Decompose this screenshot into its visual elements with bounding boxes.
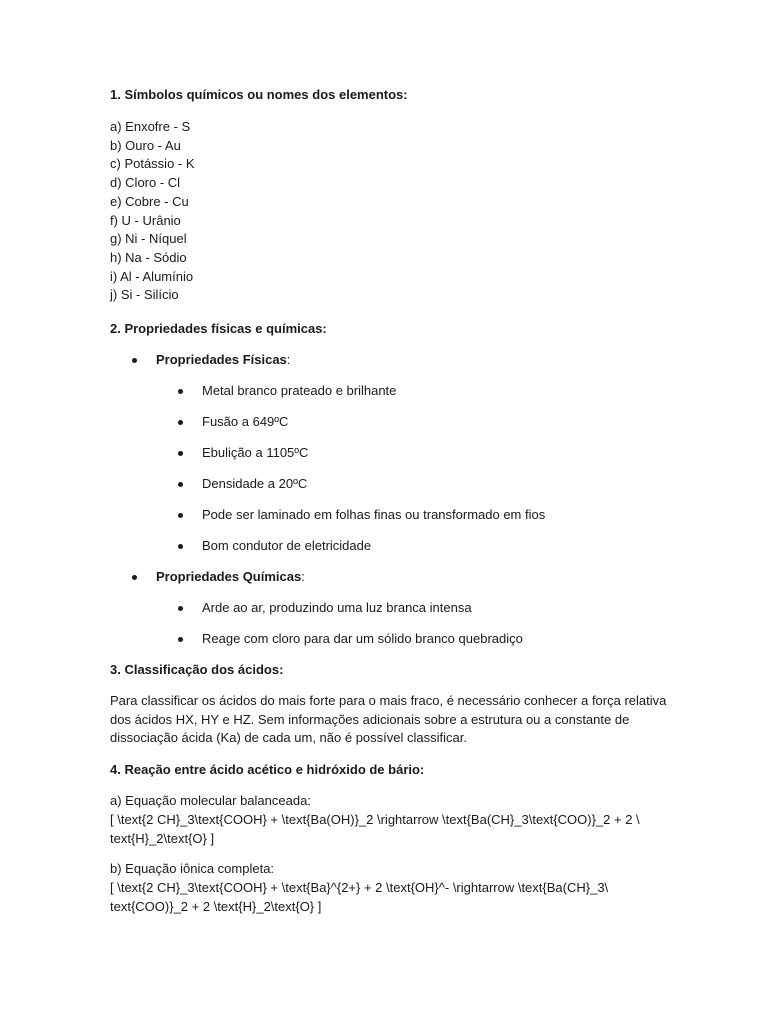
list-item: h) Na - Sódio [110,249,187,265]
list-item-text: Reage com cloro para dar um sólido branco quebradiço [202,631,523,647]
chemical-properties-list [156,600,678,647]
list-item: e) Cobre - Cu [110,193,189,209]
bullet-icon [178,420,183,425]
physical-properties [110,352,678,554]
list-item: d) Cloro - Cl [110,175,181,191]
list-item: a) Enxofre - S [110,119,191,134]
list-item [156,538,678,554]
list-item [156,507,678,523]
paragraph-line: dissociação ácida (Ka) de cada um, não é possível classificar. [110,730,467,746]
list-item [156,476,678,492]
bullet-icon [178,637,183,642]
label-colon: : [286,352,291,368]
equation-line: [ \text{2 CH}_3\text{COOH} + \text{Ba(OH)}_2 \rightarrow \text{Ba(CH}_3\text{COO)}_2 + 2 \ [110,811,640,827]
paragraph-line: dos ácidos HX, HY e HZ. Sem informações adicionais sobre a estrutura ou a constante de [110,711,630,727]
section-4-heading: 4. Reação entre ácido acético e hidróxido de bário: [110,762,425,778]
properties-list [110,352,678,647]
equation-line: text{H}_2\text{O} ] [110,830,215,846]
list-item-text: Ebulição a 1105ºC [202,445,309,461]
bullet-icon [132,358,137,363]
list-item-text: Densidade a 20ºC [202,476,308,492]
section-2-heading: 2. Propriedades físicas e químicas: [110,321,327,337]
equation-label: b) Equação iônica completa: [110,861,275,877]
bullet-icon [178,451,183,456]
bullet-icon [178,389,183,394]
list-item-text: Metal branco prateado e brilhante [202,383,397,399]
list-item [156,445,678,461]
list-item: i) Al - Alumínio [110,268,194,284]
chemical-properties [110,569,678,647]
list-item-text: Pode ser laminado em folhas finas ou transformado em fios [202,507,546,523]
element-list [110,118,678,305]
bullet-icon [178,606,183,611]
section-3-heading: 3. Classificação dos ácidos: [110,662,284,678]
list-item: c) Potássio - K [110,156,195,172]
list-item [156,414,678,430]
list-item-text: Arde ao ar, produzindo uma luz branca intensa [202,600,472,616]
equation-line: text{COO)}_2 + 2 \text{H}_2\text{O} ] [110,898,322,914]
bullet-icon [178,482,183,487]
bullet-icon [132,575,137,580]
list-item: j) Si - Silício [110,287,179,303]
ionic-equation [110,860,678,916]
equation-label: a) Equação molecular balanceada: [110,793,311,809]
bullet-icon [178,544,183,549]
section-1-heading: 1. Símbolos químicos ou nomes dos elementos: [110,87,408,102]
list-item: f) U - Urânio [110,212,181,228]
label-colon: : [301,569,305,585]
list-item [156,631,678,647]
list-item [156,383,678,399]
section-3-paragraph [110,692,678,748]
list-item: g) Ni - Níquel [110,231,187,247]
list-item [156,600,678,616]
bullet-icon [178,513,183,518]
equation-line: [ \text{2 CH}_3\text{COOH} + \text{Ba}^{2+} + 2 \text{OH}^- \rightarrow \text{Ba(CH}_3\ [110,879,609,895]
chemical-properties-label: Propriedades Químicas [156,569,302,585]
physical-properties-label: Propriedades Físicas [156,352,287,368]
molecular-equation [110,792,678,848]
paragraph-line: Para classificar os ácidos do mais forte para o mais fraco, é necessário conhecer a força relativa [110,693,667,709]
list-item-text: Bom condutor de eletricidade [202,538,372,554]
physical-properties-list [156,383,678,554]
list-item-text: Fusão a 649ºC [202,414,289,430]
list-item: b) Ouro - Au [110,137,181,153]
